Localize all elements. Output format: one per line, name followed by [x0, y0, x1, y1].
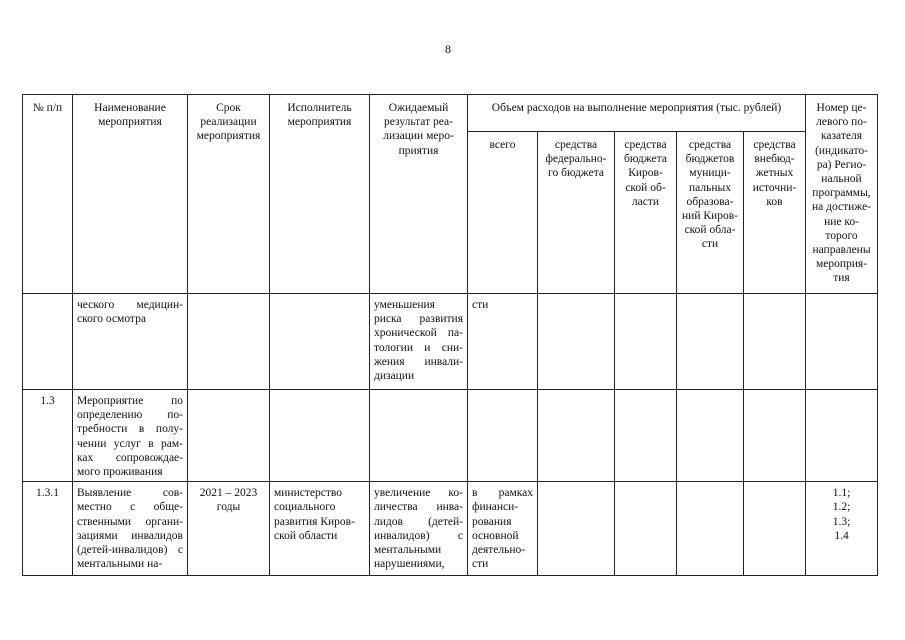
activities-table	[22, 94, 878, 576]
cell-name: ческого медицин-ского осмотра	[73, 294, 188, 390]
cell-target	[806, 390, 878, 482]
cell-federal	[538, 482, 615, 576]
cell-name: Выявление сов-местно с обще-ственными органи-зациями инвалидов (детей-инвалидов) с ментальными на-	[73, 482, 188, 576]
cell-municipal	[677, 294, 744, 390]
cell-result: уменьшения риска развития хронической па-тологии и сни-жения инвали-дизации	[370, 294, 468, 390]
header-num: № п/п	[23, 95, 73, 294]
header-executor: Исполнитель мероприятия	[270, 95, 370, 294]
cell-num	[23, 294, 73, 390]
cell-term	[188, 390, 270, 482]
cell-num: 1.3	[23, 390, 73, 482]
cell-target	[806, 294, 878, 390]
header-federal: средства федерально-го бюджета	[538, 132, 615, 294]
cell-term: 2021 – 2023 годы	[188, 482, 270, 576]
table-row	[23, 482, 878, 576]
page-number: 8	[445, 42, 451, 56]
cell-executor	[270, 390, 370, 482]
header-extrabudget: средства внебюд-жетных источни-ков	[744, 132, 806, 294]
header-result: Ожидаемый результат реа-лизации меро-приятия	[370, 95, 468, 294]
cell-result: увеличение ко-личества инва-лидов (детей-инвалидов) с ментальными нарушениями,	[370, 482, 468, 576]
cell-federal	[538, 390, 615, 482]
cell-regional	[615, 294, 677, 390]
cell-extrabudget	[744, 482, 806, 576]
cell-num: 1.3.1	[23, 482, 73, 576]
header-municipal: средства бюджетов муници-пальных образова-ний Киров-ской обла-сти	[677, 132, 744, 294]
cell-target: 1.1; 1.2; 1.3; 1.4	[806, 482, 878, 576]
cell-executor: министерство социального развития Киров-ской области	[270, 482, 370, 576]
cell-extrabudget	[744, 390, 806, 482]
cell-federal	[538, 294, 615, 390]
cell-total	[468, 390, 538, 482]
cell-municipal	[677, 390, 744, 482]
header-target: Номер це-левого по-казателя (индикато-ра) Регио-нальной программы, на достиже-ние ко-торого направлены мероприя-тия	[806, 95, 878, 294]
cell-total: сти	[468, 294, 538, 390]
cell-name: Мероприятие по определению по-требности в полу-чении услуг в рам-ках сопровождае-мого проживания	[73, 390, 188, 482]
cell-regional	[615, 390, 677, 482]
cell-municipal	[677, 482, 744, 576]
header-name: Наименование мероприятия	[73, 95, 188, 294]
table-row	[23, 294, 878, 390]
cell-extrabudget	[744, 294, 806, 390]
cell-executor	[270, 294, 370, 390]
table-row	[23, 390, 878, 482]
cell-total: в рамках финанси-рования основной деятельно-сти	[468, 482, 538, 576]
cell-regional	[615, 482, 677, 576]
header-row-1	[23, 95, 878, 132]
cell-result	[370, 390, 468, 482]
header-term: Срок реализации мероприятия	[188, 95, 270, 294]
header-regional: средства бюджета Киров-ской об-ласти	[615, 132, 677, 294]
header-volume: Объем расходов на выполнение мероприятия (тыс. рублей)	[468, 95, 806, 132]
cell-term	[188, 294, 270, 390]
header-total: всего	[468, 132, 538, 294]
